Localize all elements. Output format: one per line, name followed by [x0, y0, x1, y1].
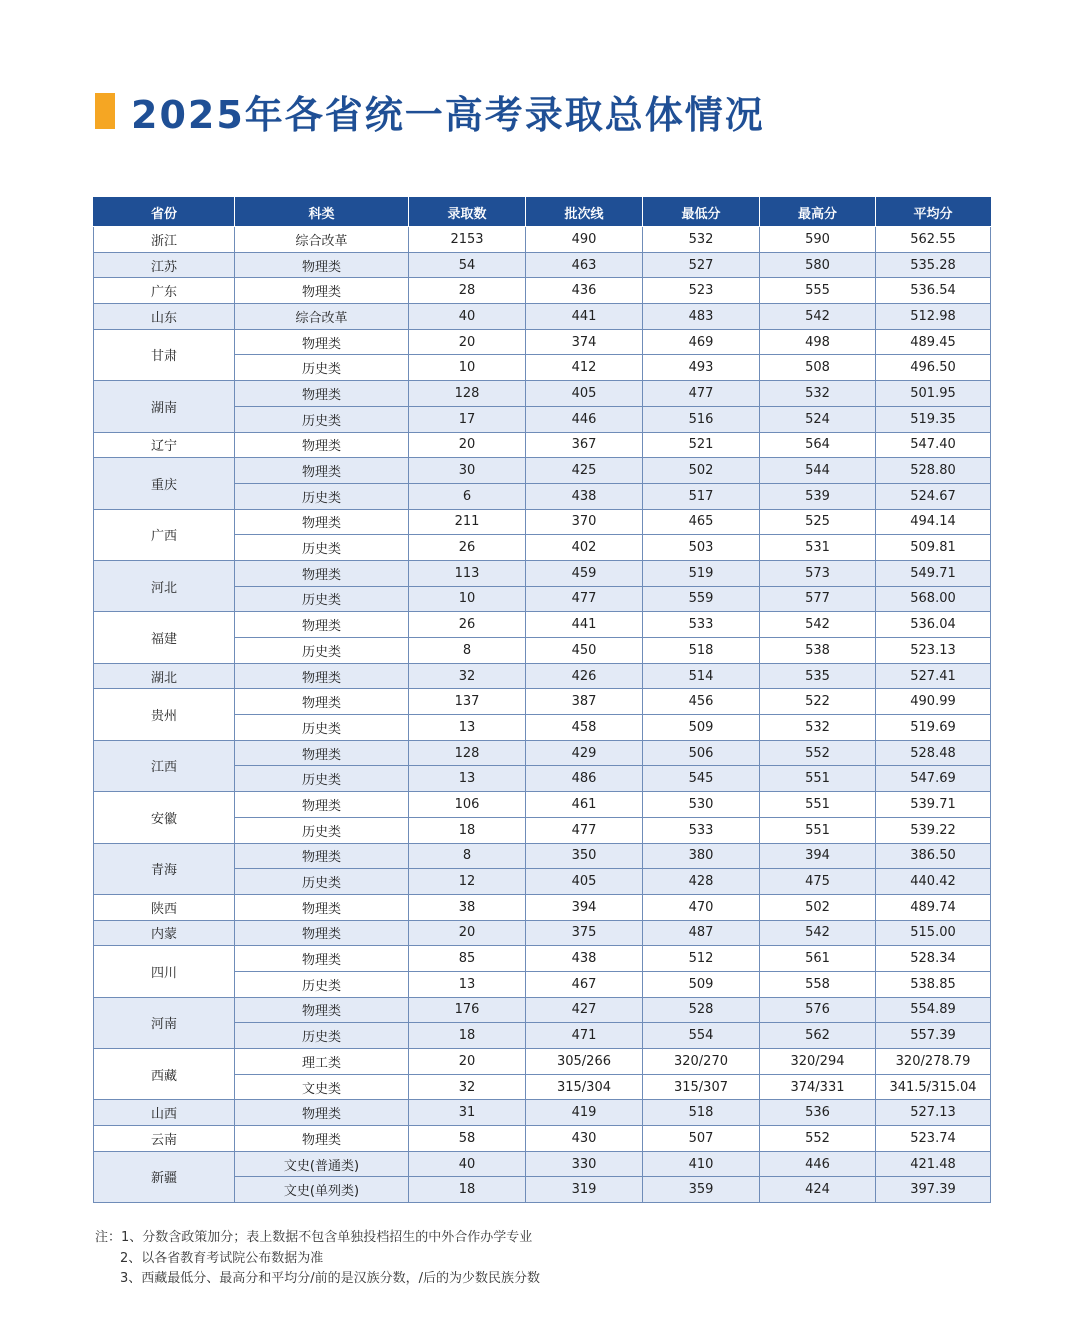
table-row	[94, 227, 991, 253]
max-score-cell: 551	[760, 792, 876, 818]
admitted-cell: 20	[409, 432, 526, 458]
category-cell: 物理类	[235, 1100, 409, 1126]
title-accent-bar	[95, 93, 115, 129]
batch-line-cell: 446	[526, 406, 643, 432]
max-score-cell: 561	[760, 946, 876, 972]
batch-line-cell: 402	[526, 535, 643, 561]
max-score-cell: 564	[760, 432, 876, 458]
max-score-cell: 424	[760, 1177, 876, 1203]
batch-line-cell: 426	[526, 663, 643, 689]
min-score-cell: 477	[643, 381, 760, 407]
batch-line-cell: 405	[526, 381, 643, 407]
min-score-cell: 512	[643, 946, 760, 972]
admitted-cell: 12	[409, 869, 526, 895]
header-avg-score: 平均分	[876, 198, 991, 227]
table-row	[94, 560, 991, 586]
avg-score-cell: 519.69	[876, 715, 991, 741]
province-cell: 青海	[94, 843, 235, 894]
table-body	[94, 227, 991, 1203]
admitted-cell: 20	[409, 329, 526, 355]
admitted-cell: 13	[409, 715, 526, 741]
min-score-cell: 545	[643, 766, 760, 792]
batch-line-cell: 405	[526, 869, 643, 895]
avg-score-cell: 557.39	[876, 1023, 991, 1049]
min-score-cell: 559	[643, 586, 760, 612]
admitted-cell: 17	[409, 406, 526, 432]
avg-score-cell: 519.35	[876, 406, 991, 432]
province-cell: 广东	[94, 278, 235, 304]
header-batch-line: 批次线	[526, 198, 643, 227]
admitted-cell: 8	[409, 638, 526, 664]
avg-score-cell: 536.04	[876, 612, 991, 638]
province-cell: 河南	[94, 997, 235, 1048]
avg-score-cell: 562.55	[876, 227, 991, 253]
province-cell: 甘肃	[94, 329, 235, 380]
category-cell: 历史类	[235, 715, 409, 741]
province-cell: 山东	[94, 304, 235, 330]
batch-line-cell: 461	[526, 792, 643, 818]
admitted-cell: 58	[409, 1126, 526, 1152]
province-cell: 贵州	[94, 689, 235, 740]
min-score-cell: 516	[643, 406, 760, 432]
min-score-cell: 483	[643, 304, 760, 330]
min-score-cell: 506	[643, 740, 760, 766]
batch-line-cell: 436	[526, 278, 643, 304]
category-cell: 物理类	[235, 689, 409, 715]
min-score-cell: 380	[643, 843, 760, 869]
admitted-cell: 32	[409, 1074, 526, 1100]
header-province: 省份	[94, 198, 235, 227]
avg-score-cell: 496.50	[876, 355, 991, 381]
max-score-cell: 532	[760, 715, 876, 741]
avg-score-cell: 397.39	[876, 1177, 991, 1203]
category-cell: 物理类	[235, 843, 409, 869]
max-score-cell: 525	[760, 509, 876, 535]
max-score-cell: 552	[760, 1126, 876, 1152]
batch-line-cell: 429	[526, 740, 643, 766]
batch-line-cell: 412	[526, 355, 643, 381]
batch-line-cell: 471	[526, 1023, 643, 1049]
batch-line-cell: 438	[526, 483, 643, 509]
max-score-cell: 551	[760, 766, 876, 792]
category-cell: 物理类	[235, 509, 409, 535]
table-row	[94, 252, 991, 278]
batch-line-cell: 427	[526, 997, 643, 1023]
batch-line-cell: 367	[526, 432, 643, 458]
admitted-cell: 31	[409, 1100, 526, 1126]
max-score-cell: 590	[760, 227, 876, 253]
avg-score-cell: 528.48	[876, 740, 991, 766]
admitted-cell: 13	[409, 766, 526, 792]
category-cell: 物理类	[235, 329, 409, 355]
admitted-cell: 113	[409, 560, 526, 586]
min-score-cell: 470	[643, 894, 760, 920]
table-header-row	[94, 198, 991, 227]
category-cell: 文史(单列类)	[235, 1177, 409, 1203]
max-score-cell: 320/294	[760, 1049, 876, 1075]
table-row	[94, 894, 991, 920]
category-cell: 物理类	[235, 894, 409, 920]
min-score-cell: 465	[643, 509, 760, 535]
batch-line-cell: 374	[526, 329, 643, 355]
table-row	[94, 329, 991, 355]
max-score-cell: 551	[760, 817, 876, 843]
max-score-cell: 532	[760, 381, 876, 407]
category-cell: 物理类	[235, 997, 409, 1023]
category-cell: 历史类	[235, 483, 409, 509]
admitted-cell: 13	[409, 971, 526, 997]
avg-score-cell: 539.22	[876, 817, 991, 843]
avg-score-cell: 494.14	[876, 509, 991, 535]
footnote-1: 注：1、分数含政策加分；表上数据不包含单独投档招生的中外合作办学专业	[95, 1230, 533, 1245]
table-row	[94, 689, 991, 715]
province-cell: 江西	[94, 740, 235, 791]
avg-score-cell: 538.85	[876, 971, 991, 997]
header-min-score: 最低分	[643, 198, 760, 227]
footnotes	[95, 1228, 540, 1290]
avg-score-cell: 547.40	[876, 432, 991, 458]
category-cell: 历史类	[235, 766, 409, 792]
province-cell: 广西	[94, 509, 235, 560]
min-score-cell: 456	[643, 689, 760, 715]
avg-score-cell: 489.74	[876, 894, 991, 920]
max-score-cell: 535	[760, 663, 876, 689]
province-cell: 云南	[94, 1126, 235, 1152]
table-row	[94, 458, 991, 484]
avg-score-cell: 509.81	[876, 535, 991, 561]
max-score-cell: 446	[760, 1151, 876, 1177]
batch-line-cell: 330	[526, 1151, 643, 1177]
avg-score-cell: 527.13	[876, 1100, 991, 1126]
max-score-cell: 475	[760, 869, 876, 895]
max-score-cell: 394	[760, 843, 876, 869]
table-row	[94, 1100, 991, 1126]
batch-line-cell: 441	[526, 304, 643, 330]
min-score-cell: 519	[643, 560, 760, 586]
table-row	[94, 946, 991, 972]
table-row	[94, 1049, 991, 1075]
max-score-cell: 531	[760, 535, 876, 561]
batch-line-cell: 387	[526, 689, 643, 715]
table-row	[94, 381, 991, 407]
max-score-cell: 542	[760, 612, 876, 638]
admitted-cell: 8	[409, 843, 526, 869]
category-cell: 物理类	[235, 278, 409, 304]
max-score-cell: 539	[760, 483, 876, 509]
avg-score-cell: 524.67	[876, 483, 991, 509]
admitted-cell: 26	[409, 535, 526, 561]
avg-score-cell: 341.5/315.04	[876, 1074, 991, 1100]
province-cell: 新疆	[94, 1151, 235, 1202]
admitted-cell: 20	[409, 920, 526, 946]
admitted-cell: 26	[409, 612, 526, 638]
avg-score-cell: 512.98	[876, 304, 991, 330]
max-score-cell: 542	[760, 304, 876, 330]
min-score-cell: 527	[643, 252, 760, 278]
min-score-cell: 523	[643, 278, 760, 304]
category-cell: 物理类	[235, 792, 409, 818]
avg-score-cell: 536.54	[876, 278, 991, 304]
category-cell: 历史类	[235, 971, 409, 997]
page-title: 2025年各省统一高考录取总体情况	[131, 92, 765, 137]
batch-line-cell: 305/266	[526, 1049, 643, 1075]
min-score-cell: 521	[643, 432, 760, 458]
max-score-cell: 544	[760, 458, 876, 484]
admitted-cell: 6	[409, 483, 526, 509]
table-row	[94, 432, 991, 458]
admitted-cell: 176	[409, 997, 526, 1023]
batch-line-cell: 463	[526, 252, 643, 278]
batch-line-cell: 375	[526, 920, 643, 946]
avg-score-cell: 528.80	[876, 458, 991, 484]
category-cell: 理工类	[235, 1049, 409, 1075]
province-cell: 浙江	[94, 227, 235, 253]
admitted-cell: 85	[409, 946, 526, 972]
avg-score-cell: 489.45	[876, 329, 991, 355]
batch-line-cell: 486	[526, 766, 643, 792]
min-score-cell: 518	[643, 1100, 760, 1126]
category-cell: 物理类	[235, 432, 409, 458]
admitted-cell: 18	[409, 1177, 526, 1203]
max-score-cell: 562	[760, 1023, 876, 1049]
category-cell: 物理类	[235, 560, 409, 586]
batch-line-cell: 438	[526, 946, 643, 972]
table-row	[94, 612, 991, 638]
province-cell: 四川	[94, 946, 235, 997]
province-cell: 安徽	[94, 792, 235, 843]
min-score-cell: 533	[643, 612, 760, 638]
category-cell: 文史类	[235, 1074, 409, 1100]
batch-line-cell: 477	[526, 817, 643, 843]
max-score-cell: 576	[760, 997, 876, 1023]
page-header	[95, 88, 765, 137]
category-cell: 物理类	[235, 381, 409, 407]
header-admitted: 录取数	[409, 198, 526, 227]
avg-score-cell: 535.28	[876, 252, 991, 278]
province-cell: 辽宁	[94, 432, 235, 458]
admitted-cell: 10	[409, 586, 526, 612]
avg-score-cell: 539.71	[876, 792, 991, 818]
max-score-cell: 502	[760, 894, 876, 920]
max-score-cell: 538	[760, 638, 876, 664]
max-score-cell: 577	[760, 586, 876, 612]
admitted-cell: 40	[409, 304, 526, 330]
batch-line-cell: 477	[526, 586, 643, 612]
min-score-cell: 533	[643, 817, 760, 843]
batch-line-cell: 315/304	[526, 1074, 643, 1100]
table-row	[94, 997, 991, 1023]
min-score-cell: 509	[643, 715, 760, 741]
category-cell: 物理类	[235, 1126, 409, 1152]
admitted-cell: 54	[409, 252, 526, 278]
table-row	[94, 278, 991, 304]
min-score-cell: 530	[643, 792, 760, 818]
batch-line-cell: 319	[526, 1177, 643, 1203]
avg-score-cell: 515.00	[876, 920, 991, 946]
avg-score-cell: 320/278.79	[876, 1049, 991, 1075]
table-row	[94, 304, 991, 330]
batch-line-cell: 370	[526, 509, 643, 535]
category-cell: 物理类	[235, 663, 409, 689]
min-score-cell: 514	[643, 663, 760, 689]
avg-score-cell: 490.99	[876, 689, 991, 715]
province-cell: 江苏	[94, 252, 235, 278]
avg-score-cell: 568.00	[876, 586, 991, 612]
table-row	[94, 792, 991, 818]
province-cell: 福建	[94, 612, 235, 663]
category-cell: 综合改革	[235, 227, 409, 253]
category-cell: 文史(普通类)	[235, 1151, 409, 1177]
category-cell: 历史类	[235, 355, 409, 381]
avg-score-cell: 440.42	[876, 869, 991, 895]
max-score-cell: 536	[760, 1100, 876, 1126]
category-cell: 物理类	[235, 740, 409, 766]
province-cell: 山西	[94, 1100, 235, 1126]
admitted-cell: 38	[409, 894, 526, 920]
batch-line-cell: 430	[526, 1126, 643, 1152]
admitted-cell: 211	[409, 509, 526, 535]
min-score-cell: 410	[643, 1151, 760, 1177]
batch-line-cell: 350	[526, 843, 643, 869]
admitted-cell: 30	[409, 458, 526, 484]
category-cell: 物理类	[235, 458, 409, 484]
min-score-cell: 532	[643, 227, 760, 253]
min-score-cell: 507	[643, 1126, 760, 1152]
category-cell: 历史类	[235, 817, 409, 843]
footnote-3: 3、西藏最低分、最高分和平均分/前的是汉族分数，/后的为少数民族分数	[120, 1271, 541, 1286]
min-score-cell: 554	[643, 1023, 760, 1049]
batch-line-cell: 394	[526, 894, 643, 920]
batch-line-cell: 441	[526, 612, 643, 638]
min-score-cell: 469	[643, 329, 760, 355]
category-cell: 历史类	[235, 586, 409, 612]
table-row	[94, 843, 991, 869]
table-row	[94, 1151, 991, 1177]
admitted-cell: 128	[409, 381, 526, 407]
header-max-score: 最高分	[760, 198, 876, 227]
admitted-cell: 10	[409, 355, 526, 381]
max-score-cell: 522	[760, 689, 876, 715]
min-score-cell: 528	[643, 997, 760, 1023]
province-cell: 陕西	[94, 894, 235, 920]
avg-score-cell: 549.71	[876, 560, 991, 586]
min-score-cell: 503	[643, 535, 760, 561]
avg-score-cell: 554.89	[876, 997, 991, 1023]
batch-line-cell: 458	[526, 715, 643, 741]
batch-line-cell: 490	[526, 227, 643, 253]
admitted-cell: 2153	[409, 227, 526, 253]
province-cell: 内蒙	[94, 920, 235, 946]
province-cell: 重庆	[94, 458, 235, 509]
max-score-cell: 552	[760, 740, 876, 766]
table-row	[94, 920, 991, 946]
min-score-cell: 502	[643, 458, 760, 484]
category-cell: 物理类	[235, 920, 409, 946]
batch-line-cell: 419	[526, 1100, 643, 1126]
batch-line-cell: 459	[526, 560, 643, 586]
min-score-cell: 487	[643, 920, 760, 946]
table-row	[94, 663, 991, 689]
avg-score-cell: 547.69	[876, 766, 991, 792]
avg-score-cell: 501.95	[876, 381, 991, 407]
avg-score-cell: 523.74	[876, 1126, 991, 1152]
min-score-cell: 428	[643, 869, 760, 895]
province-cell: 湖南	[94, 381, 235, 432]
max-score-cell: 498	[760, 329, 876, 355]
admitted-cell: 106	[409, 792, 526, 818]
avg-score-cell: 421.48	[876, 1151, 991, 1177]
admitted-cell: 32	[409, 663, 526, 689]
admitted-cell: 18	[409, 1023, 526, 1049]
min-score-cell: 359	[643, 1177, 760, 1203]
province-cell: 湖北	[94, 663, 235, 689]
header-category: 科类	[235, 198, 409, 227]
footnote-2: 2、以各省教育考试院公布数据为准	[120, 1250, 324, 1266]
category-cell: 历史类	[235, 1023, 409, 1049]
max-score-cell: 508	[760, 355, 876, 381]
min-score-cell: 315/307	[643, 1074, 760, 1100]
admitted-cell: 137	[409, 689, 526, 715]
table-row	[94, 740, 991, 766]
min-score-cell: 320/270	[643, 1049, 760, 1075]
max-score-cell: 580	[760, 252, 876, 278]
category-cell: 物理类	[235, 252, 409, 278]
category-cell: 历史类	[235, 638, 409, 664]
admission-table	[93, 197, 991, 1203]
min-score-cell: 509	[643, 971, 760, 997]
admitted-cell: 20	[409, 1049, 526, 1075]
batch-line-cell: 450	[526, 638, 643, 664]
max-score-cell: 524	[760, 406, 876, 432]
min-score-cell: 518	[643, 638, 760, 664]
min-score-cell: 493	[643, 355, 760, 381]
avg-score-cell: 523.13	[876, 638, 991, 664]
avg-score-cell: 527.41	[876, 663, 991, 689]
category-cell: 物理类	[235, 612, 409, 638]
max-score-cell: 542	[760, 920, 876, 946]
batch-line-cell: 425	[526, 458, 643, 484]
admitted-cell: 40	[409, 1151, 526, 1177]
category-cell: 综合改革	[235, 304, 409, 330]
table-row	[94, 1126, 991, 1152]
max-score-cell: 374/331	[760, 1074, 876, 1100]
avg-score-cell: 528.34	[876, 946, 991, 972]
admitted-cell: 18	[409, 817, 526, 843]
max-score-cell: 555	[760, 278, 876, 304]
category-cell: 物理类	[235, 946, 409, 972]
table-row	[94, 509, 991, 535]
min-score-cell: 517	[643, 483, 760, 509]
max-score-cell: 573	[760, 560, 876, 586]
avg-score-cell: 386.50	[876, 843, 991, 869]
max-score-cell: 558	[760, 971, 876, 997]
category-cell: 历史类	[235, 535, 409, 561]
category-cell: 历史类	[235, 406, 409, 432]
admitted-cell: 28	[409, 278, 526, 304]
province-cell: 西藏	[94, 1049, 235, 1100]
category-cell: 历史类	[235, 869, 409, 895]
admitted-cell: 128	[409, 740, 526, 766]
batch-line-cell: 467	[526, 971, 643, 997]
province-cell: 河北	[94, 560, 235, 611]
